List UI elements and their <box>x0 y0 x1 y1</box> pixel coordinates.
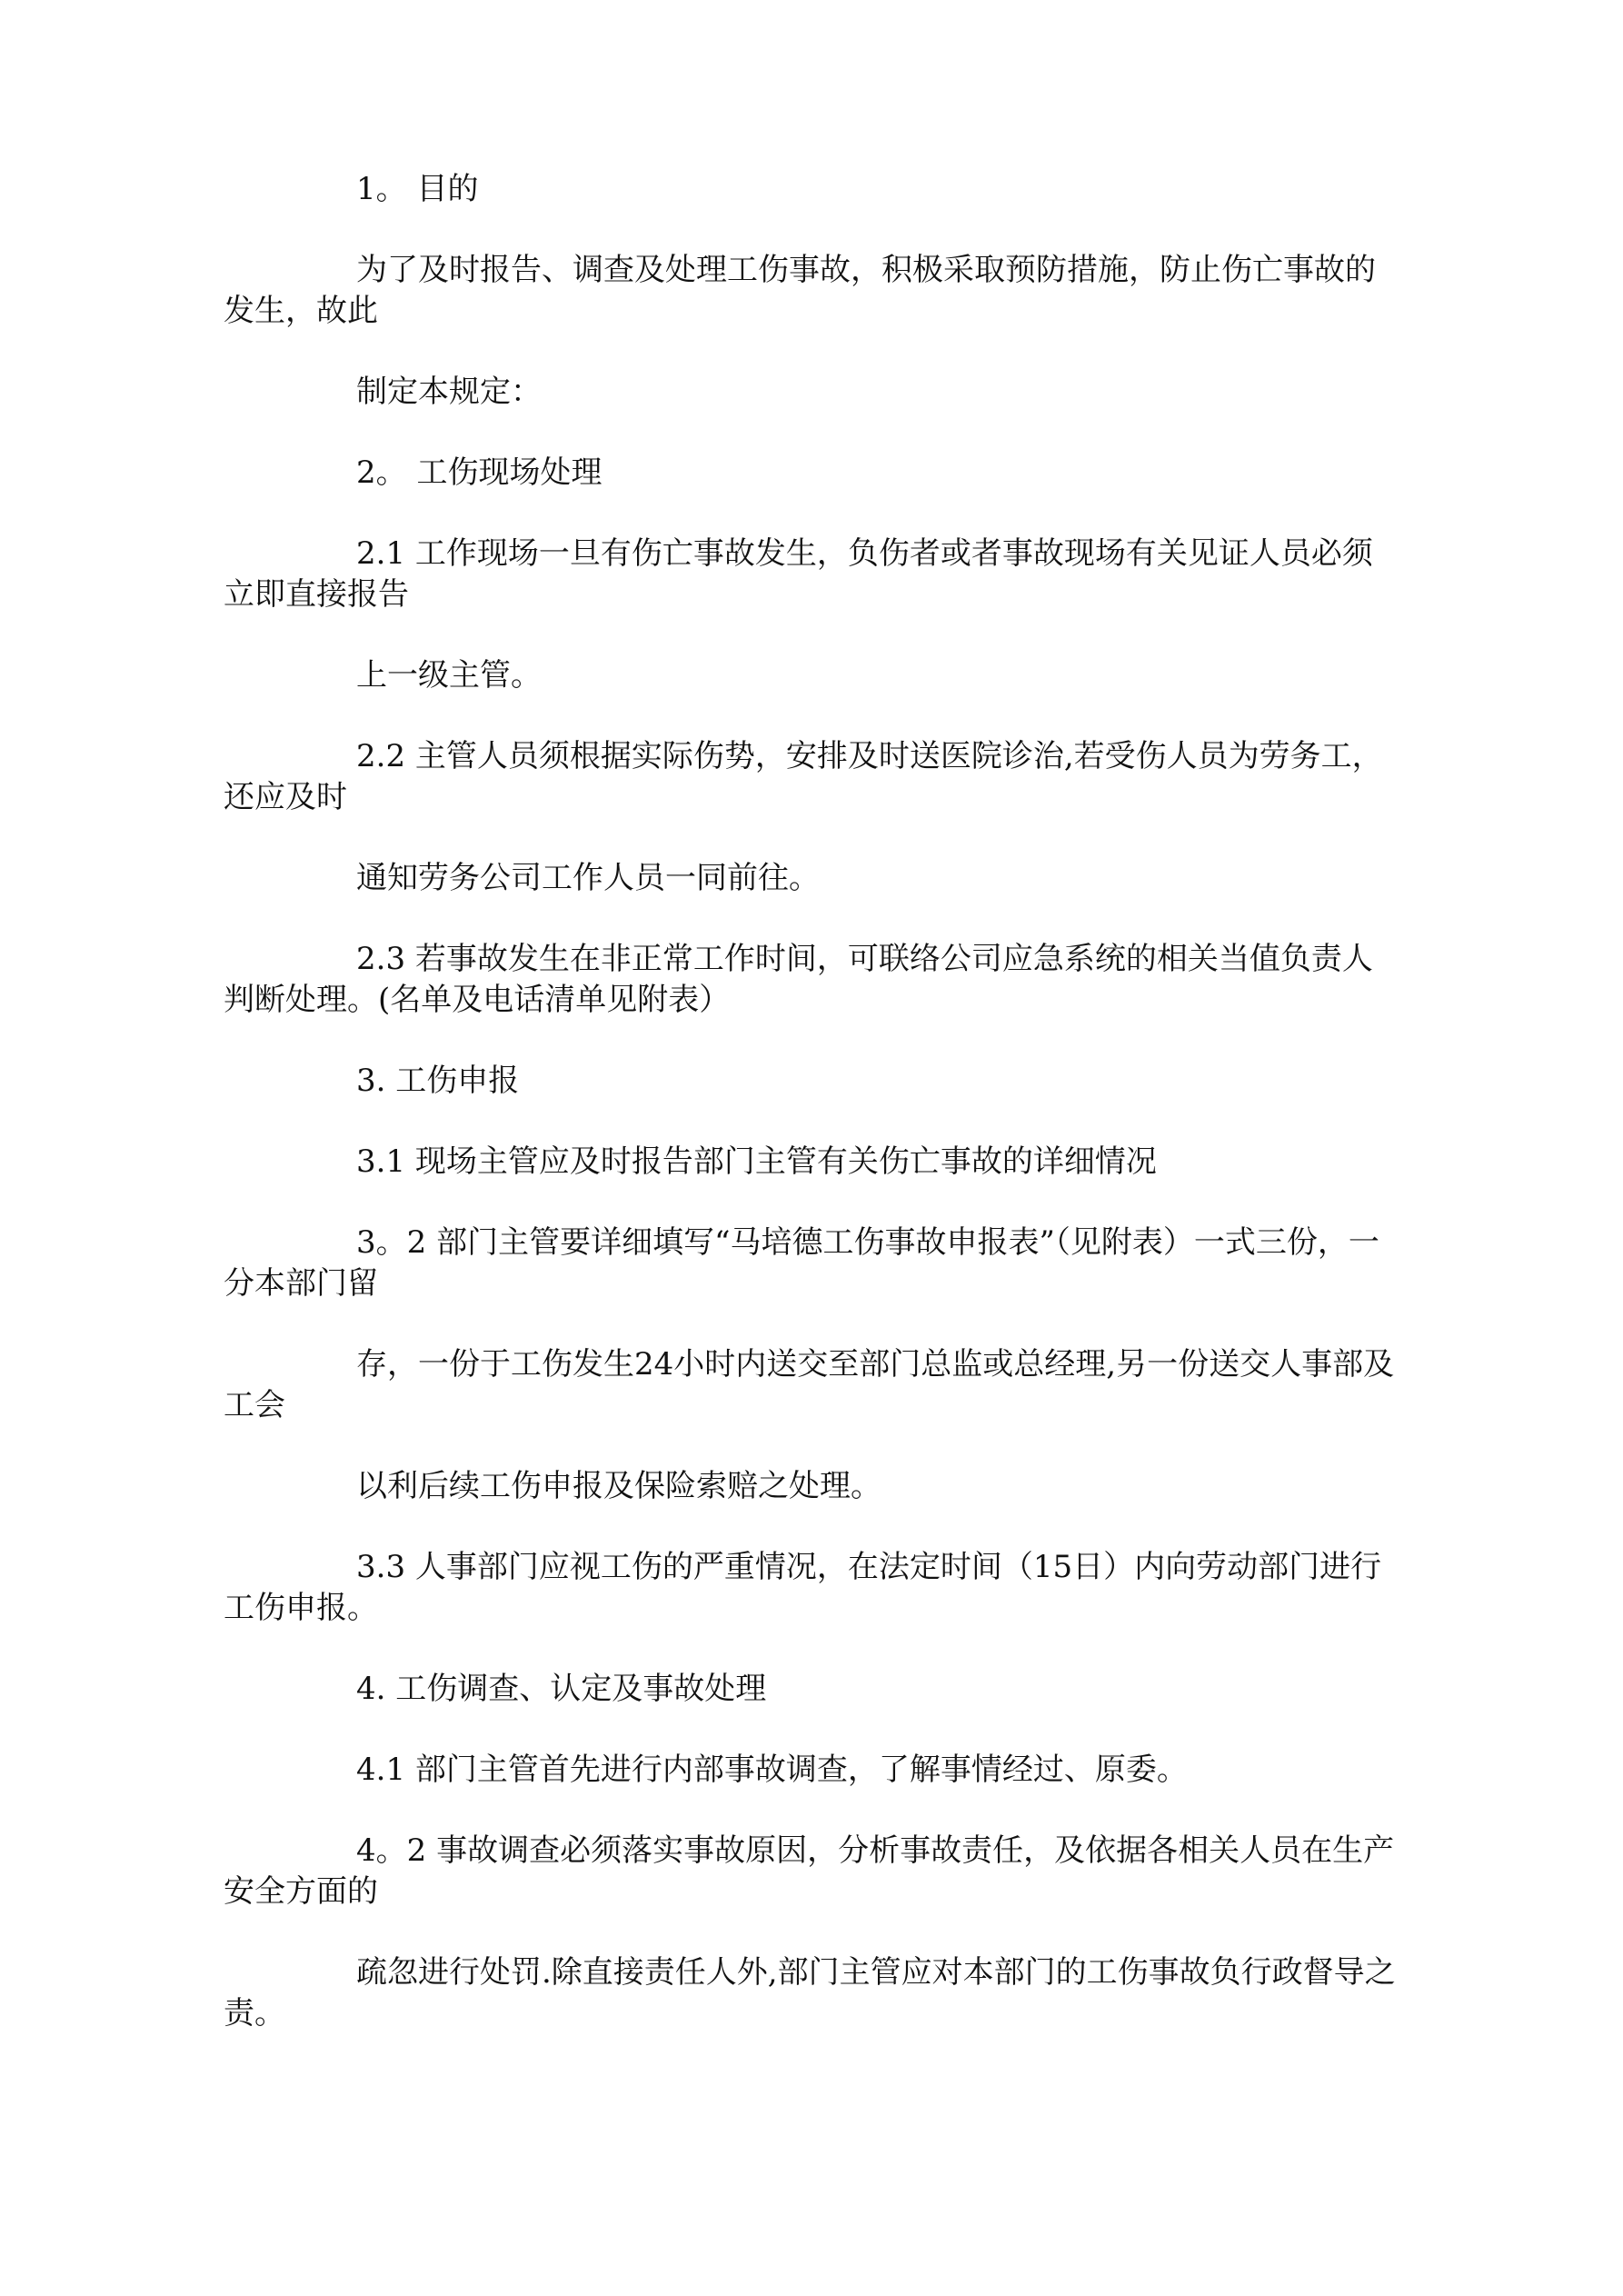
clause-4-2-cont: 疏忽进行处罚.除直接责任人外,部门主管应对本部门的工伤事故负行政督导之责。 <box>224 1954 1396 2031</box>
clause-2-1: 2.1 工作现场一旦有伤亡事故发生，负伤者或者事故现场有关见证人员必须立即直接报告 <box>224 535 1373 613</box>
heading-purpose: 1。 目的 <box>356 171 479 207</box>
clause-3-3: 3.3 人事部门应视工伤的严重情况，在法定时间（15日）内向劳动部门进行工伤申报。 <box>224 1549 1382 1626</box>
heading-investigation: 4. 工伤调查、认定及事故处理 <box>356 1671 767 1707</box>
clause-2-2: 2.2 主管人员须根据实际伤势，安排及时送医院诊治,若受伤人员为劳务工，还应及时 <box>224 738 1383 815</box>
document-body <box>224 169 1399 2074</box>
paragraph-purpose-text: 为了及时报告、调查及处理工伤事故，积极采取预防措施，防止伤亡事故的发生，故此 <box>224 252 1376 329</box>
heading-injury-report: 3. 工伤申报 <box>356 1063 520 1099</box>
clause-2-3: 2.3 若事故发生在非正常工作时间，可联络公司应急系统的相关当值负责人判断处理。(名单及电话清单见附表） <box>224 941 1373 1018</box>
clause-3-2-cont-2: 以利后续工伤申报及保险索赔之处理。 <box>356 1468 881 1504</box>
paragraph-purpose-text-cont: 制定本规定： <box>356 374 542 410</box>
clause-3-2-cont: 存，一份于工伤发生24小时内送交至部门总监或总经理,另一份送交人事部及工会 <box>224 1346 1395 1423</box>
heading-site-handling: 2。 工伤现场处理 <box>356 454 602 491</box>
clause-2-2-cont: 通知劳务公司工作人员一同前往。 <box>356 860 820 896</box>
clause-3-2: 3。2 部门主管要详细填写“马培德工伤事故申报表”（见附表）一式三份，一分本部门留 <box>224 1224 1379 1302</box>
clause-4-2: 4。2 事故调查必须落实事故原因，分析事故责任，及依据各相关人员在生产安全方面的 <box>224 1832 1395 1910</box>
clause-4-1: 4.1 部门主管首先进行内部事故调查，了解事情经过、原委。 <box>356 1752 1188 1788</box>
clause-2-1-cont: 上一级主管。 <box>356 657 542 694</box>
clause-3-1: 3.1 现场主管应及时报告部门主管有关伤亡事故的详细情况 <box>356 1143 1157 1180</box>
